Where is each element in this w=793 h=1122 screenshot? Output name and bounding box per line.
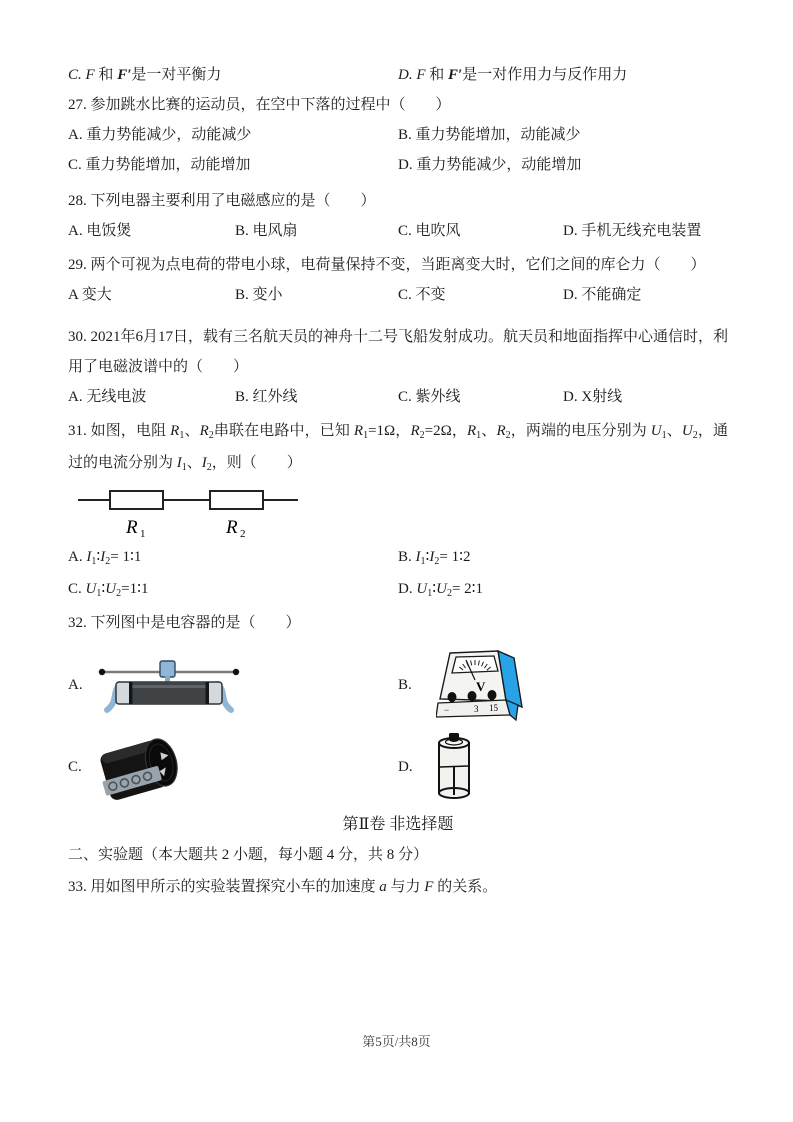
- option-29-a: A 变大: [68, 287, 112, 303]
- option-26-c: C. F 和 F′是一对平衡力: [68, 67, 222, 83]
- option-30-b: B. 红外线: [235, 389, 298, 405]
- question-27-stem: 27. 参加跳水比赛的运动员，在空中下落的过程中（ ）: [68, 97, 451, 113]
- battery-label-line-horizontal: [440, 766, 468, 767]
- voltmeter-unit-label: V: [476, 679, 486, 694]
- voltmeter-mark-15: 15: [489, 703, 498, 713]
- option-32-d-label: D.: [398, 758, 413, 775]
- battery-image: [436, 732, 472, 802]
- option-28-b: B. 电风扇: [235, 223, 298, 239]
- question-31-stem: 31. 如图，电阻 $R_1$、$R_2$串联在电路中，已知 $R_1=1\Omega$，$R_2=2\Omega$，$R_1$、$R_2$，两端的电压分别为 $U_1$、$U_2$，通过的电流分别为 $I_1$、$I_2$，则（ ）: [68, 423, 728, 473]
- option-27-d: D. 重力势能减少，动能增加: [398, 157, 582, 173]
- option-29-d: D. 不能确定: [563, 287, 642, 303]
- option-28-d: D. 手机无线充电装置: [563, 223, 702, 239]
- option-32-c-label: C.: [68, 758, 82, 775]
- option-31-c: C. $U_1∶U_2=1∶1$: [68, 581, 149, 599]
- figure-option-d: [398, 732, 728, 802]
- resistor-r1-symbol: [110, 491, 163, 509]
- option-31-b: B. $I_1∶I_2=$ 1∶2: [398, 549, 471, 567]
- figures-row-1: [68, 646, 728, 724]
- question-30-options: [68, 382, 728, 412]
- figure-option-a: [68, 654, 398, 716]
- rheostat-coil-highlight: [132, 685, 206, 688]
- question-27-options-ab: [68, 120, 728, 150]
- rheostat-band-left: [129, 682, 133, 704]
- option-31-d: D. $U_1∶U_2=$ 2∶1: [398, 581, 484, 599]
- option-26-d: D. F 和 F′是一对作用力与反作用力: [398, 67, 628, 83]
- question-32-figures: [68, 646, 728, 810]
- figure-option-c: [68, 724, 398, 810]
- rheostat-rod-end-right: [233, 669, 239, 675]
- rheostat-image: [96, 654, 242, 716]
- option-31-a: A. $I_1∶I_2=$ 1∶1: [68, 549, 142, 567]
- rheostat-rod-end-left: [99, 669, 105, 675]
- resistor-r2-symbol: [210, 491, 263, 509]
- question-33-stem: 33. 用如图甲所示的实验装置探究小车的加速度 a 与力 F 的关系。: [68, 879, 498, 895]
- option-27-c: C. 重力势能增加，动能增加: [68, 157, 251, 173]
- question-30-stem: 30. 2021年6月17日，载有三名航天员的神舟十二号飞船发射成功。航天员和地面指挥中心通信时，利用了电磁波谱中的（ ）: [68, 329, 729, 375]
- option-30-a: A. 无线电波: [68, 389, 147, 405]
- option-27-b: B. 重力势能增加，动能减少: [398, 127, 581, 143]
- figure-option-b: [398, 647, 728, 723]
- capacitor-cylinder: [96, 735, 182, 802]
- section-2-title: 第Ⅱ卷 非选择题: [342, 816, 454, 833]
- option-29-c: C. 不变: [398, 287, 446, 303]
- resistor-r1-label: R: [126, 517, 138, 538]
- battery-button-base: [449, 737, 459, 742]
- option-28-a: A. 电饭煲: [68, 223, 132, 239]
- option-30-d: D. X射线: [563, 389, 623, 405]
- rheostat-band-right: [206, 682, 210, 704]
- question-29-options: [68, 280, 728, 310]
- option-28-c: C. 电吹风: [398, 223, 461, 239]
- question-27-options-cd: [68, 150, 728, 180]
- resistor-r2-label: R: [226, 517, 238, 538]
- resistor-r1-subscript: 1: [140, 528, 146, 540]
- question-31-options-cd: [68, 574, 728, 606]
- page-content: [68, 60, 728, 902]
- question-32-stem: 32. 下列图中是电容器的是（ ）: [68, 615, 301, 631]
- section-2-subtitle: 二、实验题（本大题共 2 小题，每小题 4 分，共 8 分）: [68, 847, 429, 863]
- question-28-options: [68, 216, 728, 246]
- question-29-stem: 29. 两个可视为点电荷的带电小球，电荷量保持不变，当距离变大时，它们之间的库仑力（ ）: [68, 257, 706, 273]
- capacitor-image: [96, 724, 188, 810]
- rheostat-slider: [160, 661, 175, 677]
- option-30-c: C. 紫外线: [398, 389, 461, 405]
- question-28-stem: 28. 下列电器主要利用了电磁感应的是（ ）: [68, 193, 376, 209]
- option-32-a-label: A.: [68, 676, 83, 693]
- option-29-b: B. 变小: [235, 287, 283, 303]
- series-circuit-diagram: [68, 484, 318, 540]
- voltmeter-mark-minus: −: [444, 705, 450, 715]
- resistor-r2-subscript: 2: [240, 528, 246, 540]
- series-circuit-figure: [68, 484, 728, 540]
- question-31-options-ab: [68, 542, 728, 574]
- figures-row-2: [68, 724, 728, 810]
- voltmeter-mark-3: 3: [474, 704, 479, 714]
- question-26-options-cd: [68, 60, 728, 90]
- option-32-b-label: B.: [398, 676, 412, 693]
- page-footer: 第5页/共8页: [362, 1034, 431, 1049]
- option-27-a: A. 重力势能减少，动能减少: [68, 127, 252, 143]
- voltmeter-image: [436, 647, 524, 723]
